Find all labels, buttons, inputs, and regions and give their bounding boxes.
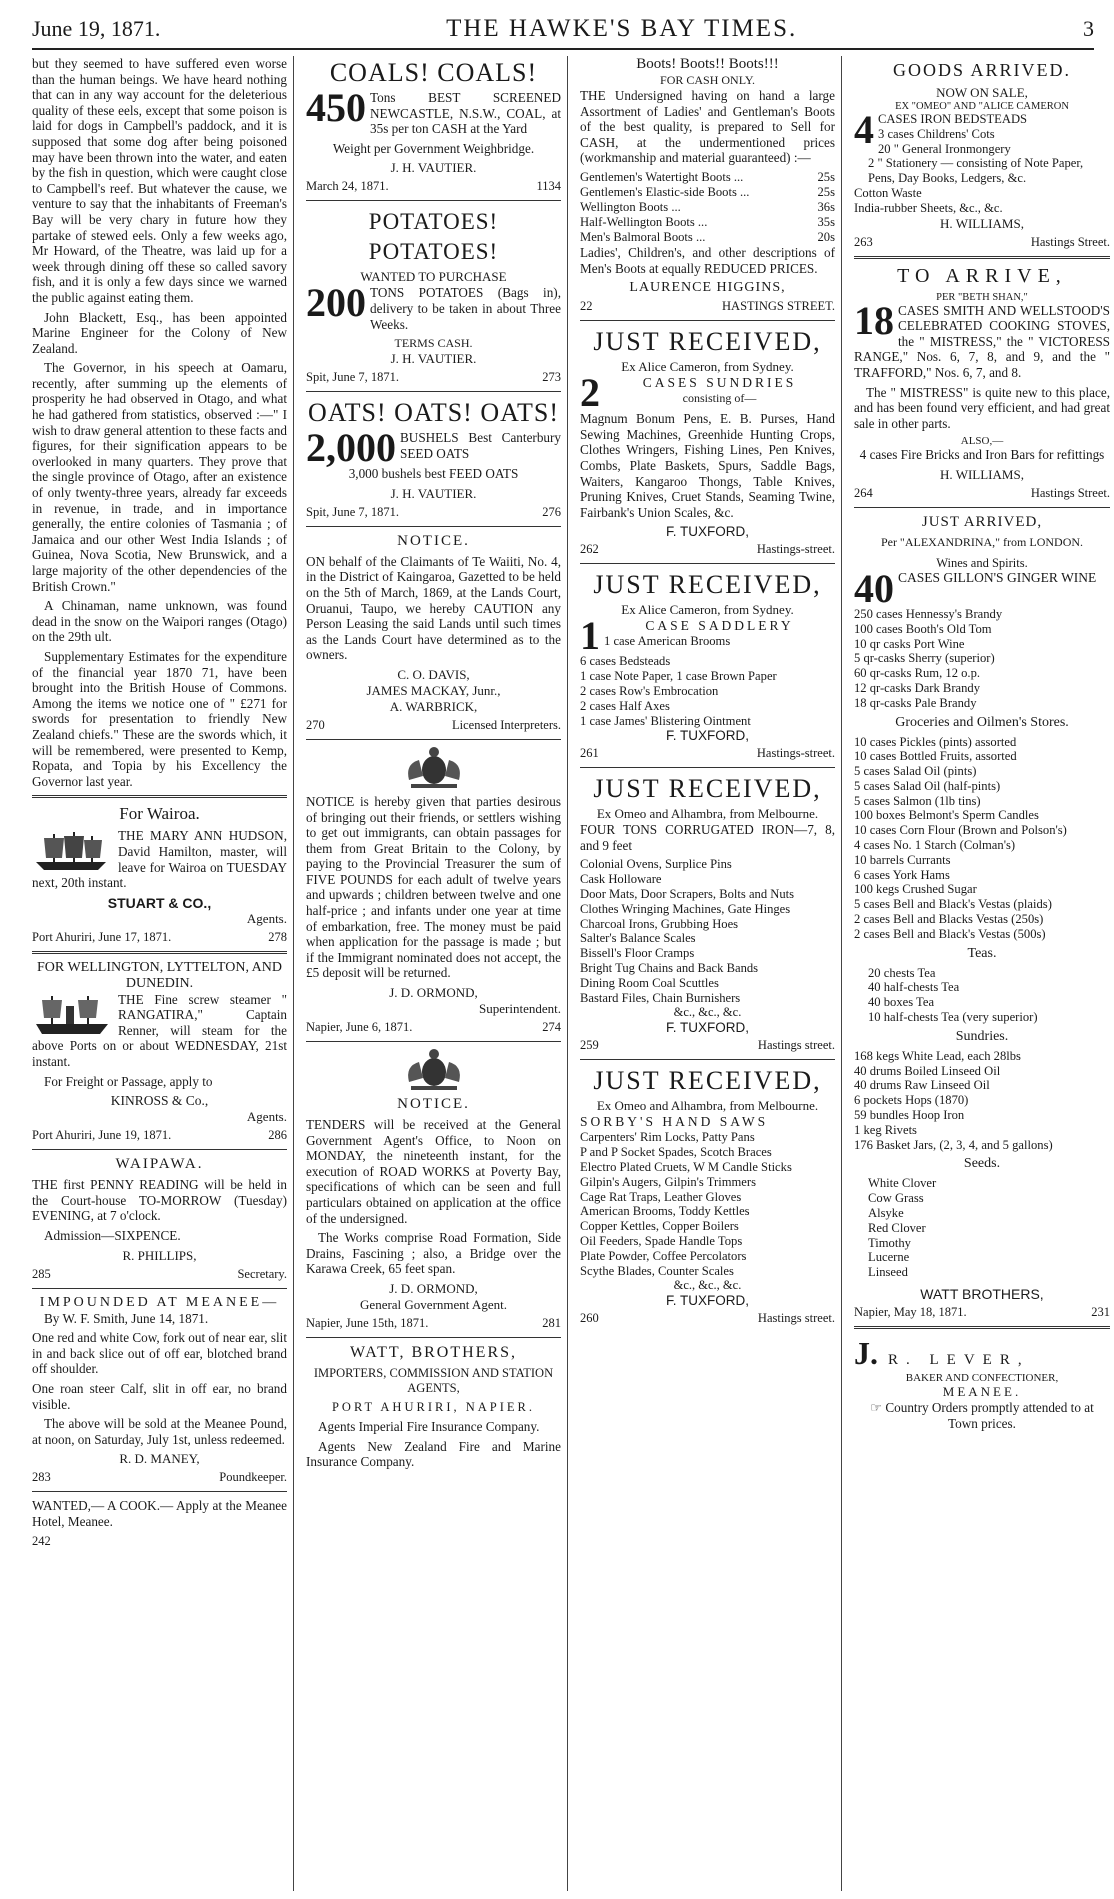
list-item: Cow Grass xyxy=(868,1191,924,1206)
ad-date: Napier, June 15th, 1871. xyxy=(306,1315,429,1330)
section-head: Wines and Spirits. xyxy=(936,555,1028,570)
signatory: F. TUXFORD, xyxy=(665,524,749,540)
ad-title: JUST RECEIVED, xyxy=(593,1066,822,1096)
page-number: 3 xyxy=(1082,16,1094,41)
divider xyxy=(854,256,1110,259)
works-text: The Works comprise Road Formation, Side Drains, Fascining ; also, a Bridge over the Karawa Creek, 65 feet span. xyxy=(306,1230,561,1277)
freight-text: For Freight or Passage, apply to xyxy=(44,1073,213,1089)
ad-place: PORT AHURIRI, NAPIER. xyxy=(331,1399,535,1414)
ad-text: THE Fine screw steamer " RANGATIRA," Captain Renner, will steam for the above Ports on or about WEDNESDAY, 21st instant. xyxy=(32,991,287,1070)
list-item: 5 cases Salmon (1lb tins) xyxy=(854,793,981,808)
ad-title: COALS! COALS! xyxy=(329,58,538,87)
mistress-text: The " MISTRESS" is quite new to this place, and has been found very efficient, and had great sale in other parts. xyxy=(854,384,1110,431)
ad-impounded xyxy=(32,1295,287,1486)
list-item: 20 " General Ironmongery xyxy=(878,141,1011,156)
ad-number: 274 xyxy=(542,1020,561,1035)
ad-number: 281 xyxy=(542,1315,561,1330)
list-item: 10 barrels Currants xyxy=(854,852,951,867)
ad-just-received-1 xyxy=(580,327,835,557)
bricks-text: 4 cases Fire Bricks and Iron Bars for refittings xyxy=(859,447,1105,463)
ad-from: Ex Alice Cameron, from Sydney. xyxy=(621,359,794,375)
list-item: 250 cases Hennessy's Brandy xyxy=(854,606,1003,621)
etc-text: &c., &c., &c. xyxy=(673,1278,742,1293)
price-row xyxy=(580,215,835,230)
ad-head: FOUR TONS CORRUGATED IRON—7, 8, and 9 feet xyxy=(580,822,835,853)
columns xyxy=(32,56,1110,1891)
ad-number: 270 xyxy=(306,717,325,732)
list-item: 60 qr-casks Rum, 12 o.p. xyxy=(854,666,981,681)
ad-number: 263 xyxy=(854,234,873,249)
price-row xyxy=(580,170,835,185)
ad-text: Tons BEST SCREENED NEWCASTLE, N.S.W., COAL, at 35s per ton CASH at the Yard xyxy=(370,90,561,137)
ad-street: Hastings street. xyxy=(757,1038,835,1053)
ad-title: POTATOES! POTATOES! xyxy=(368,209,499,265)
list-item: Colonial Ovens, Surplice Pins xyxy=(580,857,732,872)
impounded-item: One roan steer Calf, slit in off ear, no brand visible. xyxy=(32,1381,287,1412)
ad-text: TENDERS will be received at the General Government Agent's Office, to Noon on MONDAY, the nineteenth instant, for the execution of ROAD WORKS at Poverty Bay, specifications of which can be seen and full particulars obtained on application at the office of the undersigned. xyxy=(306,1117,561,1226)
ad-title: JUST RECEIVED, xyxy=(593,774,822,804)
list-item: White Clover xyxy=(868,1176,937,1191)
ad-number: 286 xyxy=(268,1128,287,1143)
signatory-role: General Government Agent. xyxy=(360,1296,507,1312)
list-item: Clothes Wringing Machines, Gate Hinges xyxy=(580,901,791,916)
item-price: 25s xyxy=(817,184,835,199)
divider xyxy=(580,1059,835,1060)
list-item: Bissell's Floor Cramps xyxy=(580,946,695,961)
terms-text: TERMS CASH. xyxy=(394,336,473,351)
list-item: 3 cases Childrens' Cots xyxy=(878,126,995,141)
wanted-line: WANTED TO PURCHASE xyxy=(360,269,507,285)
list-item: Timothy xyxy=(868,1235,911,1250)
ad-text: THE MARY ANN HUDSON, David Hamilton, master, will leave for Wairoa on TUESDAY next, 20th instant. xyxy=(32,828,287,891)
list-item: 1 case Note Paper, 1 case Brown Paper xyxy=(580,669,777,684)
ad-title: JUST ARRIVED, xyxy=(921,513,1043,530)
signatory: C. O. DAVIS, xyxy=(397,666,470,682)
quantity: 2,000 xyxy=(306,425,396,471)
ad-just-received-2 xyxy=(580,570,835,761)
ad-number: 260 xyxy=(580,1311,599,1326)
ad-number: 273 xyxy=(542,370,561,385)
item-price: 20s xyxy=(817,229,835,244)
ad-number: 262 xyxy=(580,542,599,557)
quantity: 450 xyxy=(306,85,366,130)
list-item: 12 qr-casks Dark Brandy xyxy=(854,680,980,695)
agent-role: Agents. xyxy=(246,1109,287,1125)
signatory: JAMES MACKAY, Junr., xyxy=(366,682,501,698)
signatory: J. H. VAUTIER. xyxy=(390,160,477,176)
ad-title: Boots! Boots!! Boots!!! xyxy=(636,56,779,72)
list-item: Cask Holloware xyxy=(580,872,662,887)
ad-head: CASES SUNDRIES xyxy=(642,375,797,391)
list-item: 2 cases Bell and Blacks Vestas (250s) xyxy=(854,912,1044,927)
ad-street: Hastings Street. xyxy=(1030,485,1110,500)
section-head: Sundries. xyxy=(955,1028,1009,1044)
royal-arms-icon xyxy=(399,746,469,790)
ad-title: FOR WELLINGTON, LYTTELTON, AND DUNEDIN. xyxy=(36,959,282,991)
divider xyxy=(306,391,561,392)
list-item: Oil Feeders, Spade Handle Tops xyxy=(580,1234,743,1249)
divider xyxy=(306,526,561,527)
quantity: 1 xyxy=(580,613,600,659)
list-item: 40 boxes Tea xyxy=(868,995,935,1010)
per-line: PER "BETH SHAN," xyxy=(936,291,1028,303)
cash-line: FOR CASH ONLY. xyxy=(660,73,755,87)
also-line: ALSO,— xyxy=(960,435,1004,448)
signatory-role: Superintendent. xyxy=(479,1001,561,1017)
ad-street: Hastings street. xyxy=(757,1311,835,1326)
divider xyxy=(32,1491,287,1492)
list-item: Alsyke xyxy=(868,1206,904,1221)
signatory: J. H. VAUTIER. xyxy=(390,485,477,501)
list-item: 2 cases Row's Embrocation xyxy=(580,683,719,698)
list-item: 40 drums Raw Linseed Oil xyxy=(854,1078,990,1093)
agent-name: STUART & CO., xyxy=(107,894,212,911)
ad-oats xyxy=(306,398,561,520)
list-item: Dining Room Coal Scuttles xyxy=(580,975,719,990)
ad-title: JUST RECEIVED, xyxy=(593,327,822,357)
ad-title: WAIPAWA. xyxy=(115,1156,204,1173)
section-head: Seeds. xyxy=(963,1156,1001,1172)
ad-date: Spit, June 7, 1871. xyxy=(306,370,400,385)
ad-text: THE first PENNY READING will be held in the Court-house TO-MORROW (Tuesday) EVENING, at 7 o'clock. xyxy=(32,1177,287,1224)
list-item: Door Mats, Door Scrapers, Bolts and Nuts xyxy=(580,887,795,902)
ad-text: NOTICE is hereby given that parties desirous of bringing out their friends, or settlers wishing to get out immigrants, can obtain passages for them from Great Britain to the Colony, by paying to the Provincial Treasurer the sum of FIVE POUNDS for each adult of twelve years and upwards ; children between twelve and one half-price ; and infants under one year at time of embarkation, free. The money must be paid when application for the passage is made ; but if the Immigrant nominated does not accept, the £5 deposit will be returned. xyxy=(306,793,561,981)
divider xyxy=(306,739,561,740)
ad-number: 261 xyxy=(580,746,599,761)
quantity: 40 xyxy=(854,565,894,611)
divider xyxy=(306,1041,561,1042)
divider xyxy=(580,563,835,564)
list-item: Cage Rat Traps, Leather Gloves xyxy=(580,1189,742,1204)
ad-street: Hastings-street. xyxy=(756,746,835,761)
pointing-hand-icon: ☞ xyxy=(870,1400,883,1415)
list-item: 2 " Stationery — consisting of Note Paper, Pens, Day Books, Ledgers, &c. xyxy=(868,156,1084,186)
ad-text: ON behalf of the Claimants of Te Waiiti, No. 4, in the District of Kaingaroa, Gazetted to be held on the 5th of March, 1869, at the Lands Court, Oruanui, Taupo, we hereby CAUTION any Person Leasing the said Lands until such times as the Lands Court have determined as to the owners. xyxy=(306,553,561,663)
ad-to-arrive xyxy=(854,265,1110,501)
list-item: Carpenters' Rim Locks, Patty Pans xyxy=(580,1130,755,1145)
price-row xyxy=(580,185,835,200)
ad-boots xyxy=(580,56,835,314)
section-head: Teas. xyxy=(967,945,997,961)
ad-text: BUSHELS Best Canterbury SEED OATS xyxy=(400,430,561,461)
ad-head: SORBY'S HAND SAWS xyxy=(580,1114,769,1130)
price-row xyxy=(580,200,835,215)
steamer-icon xyxy=(32,992,112,1036)
ad-from: Ex Alice Cameron, from Sydney. xyxy=(621,602,794,618)
ad-number: 259 xyxy=(580,1038,599,1053)
signatory: LAURENCE HIGGINS, xyxy=(629,280,786,296)
feed-text: 3,000 bushels best FEED OATS xyxy=(348,466,519,482)
ad-street: HASTINGS STREET. xyxy=(722,299,835,314)
lever-initial: J. xyxy=(854,1335,878,1371)
royal-arms-icon xyxy=(399,1048,469,1092)
impounded-item: One red and white Cow, fork out of near ear, slit in and back slice out of off ear, blotched brand off shoulder. xyxy=(32,1330,287,1377)
ad-watt-brothers xyxy=(306,1344,561,1470)
list-item: Copper Kettles, Copper Boilers xyxy=(580,1219,739,1234)
signatory: H. WILLIAMS, xyxy=(940,466,1024,482)
list-item: 5 qr-casks Sherry (superior) xyxy=(854,651,995,666)
signatory-role: Licensed Interpreters. xyxy=(452,717,561,732)
divider xyxy=(854,1326,1110,1329)
item-name: Men's Balmoral Boots ... xyxy=(580,229,706,244)
divider xyxy=(306,200,561,201)
ad-coals xyxy=(306,58,561,194)
ad-text: THE Undersigned having on hand a large Assortment of Ladies' and Gentleman's Boots of the best quality, is prepared to Sell for CASH, at the undermentioned prices (workmanship and material guaranteed) :— xyxy=(580,88,835,166)
wanted-text: WANTED,— A COOK.— Apply at the Meanee Hotel, Meanee. xyxy=(32,1498,287,1529)
ad-subtitle: IMPORTERS, COMMISSION AND STATION AGENTS, xyxy=(313,1365,554,1395)
ad-date: March 24, 1871. xyxy=(306,179,389,194)
column-2 xyxy=(306,56,568,1891)
ad-date: Port Ahuriri, June 19, 1871. xyxy=(32,1128,172,1143)
list-item: 4 cases No. 1 Starch (Colman's) xyxy=(854,838,1016,853)
list-item: 6 cases Bedsteads xyxy=(580,654,671,669)
agent-name: KINROSS & Co., xyxy=(110,1093,209,1109)
list-item: 18 qr-casks Pale Brandy xyxy=(854,695,977,710)
per-line: Per "ALEXANDRINA," from LONDON. xyxy=(880,534,1084,549)
list-item: Electro Plated Cruets, W M Candle Sticks xyxy=(580,1160,792,1175)
list-item: 1 case James' Blistering Ointment xyxy=(580,713,751,728)
ad-street: Hastings Street. xyxy=(1030,234,1110,249)
list-item: 100 cases Booth's Old Tom xyxy=(854,621,992,636)
signatory: J. D. ORMOND, xyxy=(389,1280,478,1296)
quantity: 200 xyxy=(306,280,366,326)
list-item: 2 cases Bell and Black's Vestas (500s) xyxy=(854,926,1046,941)
ad-number: 22 xyxy=(580,299,593,314)
item-name: Gentlemen's Elastic-side Boots ... xyxy=(580,184,750,199)
divider xyxy=(32,1149,287,1150)
list-item: Gilpin's Augers, Gilpin's Trimmers xyxy=(580,1174,756,1189)
ad-title: OATS! OATS! OATS! xyxy=(307,398,559,428)
ad-lever xyxy=(854,1335,1110,1431)
signatory: H. WILLIAMS, xyxy=(940,215,1024,231)
list-item: 176 Basket Jars, (2, 3, 4, and 5 gallons) xyxy=(854,1137,1053,1152)
etc-text: &c., &c., &c. xyxy=(673,1005,742,1020)
ad-from: Ex Omeo and Alhambra, from Melbourne. xyxy=(596,1098,819,1114)
ad-title: WATT, BROTHERS, xyxy=(349,1343,518,1361)
list-item: India-rubber Sheets, &c., &c. xyxy=(854,200,1003,215)
list-item: Charcoal Irons, Grubbing Hoes xyxy=(580,916,739,931)
ad-title: GOODS ARRIVED. xyxy=(892,60,1071,80)
ad-just-received-4 xyxy=(580,1066,835,1326)
list-item: 6 pockets Hops (1870) xyxy=(854,1093,969,1108)
news-paragraph: A Chinaman, name unknown, was found dead in the snow on the Waipori ranges (Otago) on the 29th ult. xyxy=(32,598,287,645)
ad-just-received-3 xyxy=(580,774,835,1053)
ad-date: Spit, June 7, 1871. xyxy=(306,504,400,519)
agents-text: Agents New Zealand Fire and Marine Insurance Company. xyxy=(306,1438,561,1470)
ad-title: NOTICE. xyxy=(397,532,470,549)
ad-potatoes xyxy=(306,207,561,385)
signatory: R. LEVER, xyxy=(888,1352,1030,1368)
ad-number: 1134 xyxy=(536,179,561,194)
ad-title: NOTICE. xyxy=(397,1096,470,1113)
list-item: 1 keg Rivets xyxy=(854,1122,917,1137)
trade-line: BAKER AND CONFECTIONER, xyxy=(905,1372,1059,1384)
ad-head: CASES GILLON'S GINGER WINE xyxy=(898,569,1097,585)
list-item: Linseed xyxy=(868,1265,908,1280)
signatory: J. D. ORMOND, xyxy=(389,985,478,1001)
list-item: 100 boxes Belmont's Sperm Candles xyxy=(854,808,1039,823)
signatory: F. TUXFORD, xyxy=(665,728,749,744)
ad-text: CASES SMITH AND WELLSTOOD'S CELEBRATED COOKING STOVES, the " MISTRESS," the " VICTORESS RANGE," Nos. 6, 7, 8, and 9, and the " TRAFFORD," Nos. 6, 7, and 8. xyxy=(854,302,1110,380)
agent-role: Agents. xyxy=(246,910,287,926)
quantity: 4 xyxy=(854,107,874,152)
signatory: J. H. VAUTIER. xyxy=(390,351,477,367)
signatory: F. TUXFORD, xyxy=(665,1293,749,1309)
ad-notice-tenders xyxy=(306,1048,561,1331)
divider xyxy=(32,1288,287,1289)
sale-text: The above will be sold at the Meanee Pound, at noon, on Saturday, July 1st, unless redeemed. xyxy=(32,1416,287,1447)
list-item: Red Clover xyxy=(868,1220,926,1235)
list-item: Bastard Files, Chain Burnishers xyxy=(580,990,741,1005)
news-paragraph: The Governor, in his speech at Oamaru, recently, after summing up the elements of prosperity he had observed in Otago, and what he had gathered from statistics, observed :—" I wish to draw general attention to these facts and figures, for their signification appears to be overlooked in many quarters. They prove that the single province of Otago, after an existence of only twenty-three years, already far exceeds in revenue, in trade, and in importance generally, the entire colonies of Tasmania ; of Jamaica and our other West India Islands ; of Guinea, Nova Scotia, New Brunswick, and a large majority of the other dependencies of the British Crown." xyxy=(32,360,287,594)
list-item: Lucerne xyxy=(868,1250,910,1265)
consisting-text: consisting of— xyxy=(682,391,757,406)
ad-head: CASE SADDLERY xyxy=(645,618,794,634)
signatory-role: Poundkeeper. xyxy=(219,1470,287,1485)
list-item: 5 cases Salad Oil (half-pints) xyxy=(854,778,1001,793)
list-item: 5 cases Salad Oil (pints) xyxy=(854,764,977,779)
weight-text: Weight per Government Weighbridge. xyxy=(332,140,535,156)
ad-goods-arrived xyxy=(854,60,1110,250)
news-paragraph: Supplementary Estimates for the expenditure of the financial year 1870 71, have been brought into the British House of Commons. Among the items we notice one of " £271 for swords for presentation to friendly New Zealand chiefs." These are the swords which, it will be remembered, were presented to Kemp, Ropata, and Topia by his Excellency the Governor last year. xyxy=(32,648,287,789)
list-item: 10 cases Bottled Fruits, assorted xyxy=(854,749,1017,764)
list-item: 40 drums Boiled Linseed Oil xyxy=(854,1063,1001,1078)
ad-number: 278 xyxy=(268,929,287,944)
quantity: 2 xyxy=(580,370,600,416)
ad-title: JUST RECEIVED, xyxy=(593,570,822,600)
ad-just-arrived xyxy=(854,514,1110,1320)
ad-number: 283 xyxy=(32,1470,51,1485)
ad-wairoa xyxy=(32,804,287,944)
list-item: 6 cases York Hams xyxy=(854,867,950,882)
issue-date: June 19, 1871. xyxy=(32,16,161,41)
item-name: Wellington Boots ... xyxy=(580,199,681,214)
ad-title: For Wairoa. xyxy=(119,804,200,824)
list-item: Bright Tug Chains and Back Bands xyxy=(580,961,759,976)
item-price: 36s xyxy=(817,199,835,214)
item-name: Half-Wellington Boots ... xyxy=(580,214,708,229)
signatory: A. WARBRICK, xyxy=(389,698,478,714)
ad-number: 276 xyxy=(542,504,561,519)
admission-text: Admission—SIXPENCE. xyxy=(44,1228,181,1244)
sale-line: NOW ON SALE, xyxy=(936,85,1028,100)
orders-text xyxy=(854,1400,1110,1431)
list-item: 1 case American Brooms xyxy=(604,634,731,649)
list-item: Scythe Blades, Counter Scales xyxy=(580,1263,734,1278)
list-item: P and P Socket Spades, Scotch Braces xyxy=(580,1145,772,1160)
price-row xyxy=(580,230,835,245)
ad-street: Hastings-street. xyxy=(756,542,835,557)
ad-date: Napier, June 6, 1871. xyxy=(306,1020,413,1035)
signatory-role: Secretary. xyxy=(237,1266,287,1281)
divider xyxy=(32,951,287,954)
ad-text: TONS POTATOES (Bags in), delivery to be taken in about Three Weeks. xyxy=(370,285,561,332)
ad-number: 231 xyxy=(1091,1305,1110,1319)
signatory: R. PHILLIPS, xyxy=(122,1247,197,1263)
ladies-text: Ladies', Children's, and other descriptions of Men's Boots at equally REDUCED PRICES. xyxy=(580,244,835,276)
news-paragraph: John Blackett, Esq., has been appointed Marine Engineer for the Colony of New Zealand. xyxy=(32,309,287,356)
divider xyxy=(580,320,835,321)
item-price: 25s xyxy=(817,169,835,184)
signatory: R. D. MANEY, xyxy=(119,1451,200,1467)
ad-title: IMPOUNDED AT MEANEE— xyxy=(39,1294,280,1310)
ex-line: EX "OMEO" AND "ALICE CAMERON xyxy=(895,101,1069,112)
ad-waipawa xyxy=(32,1156,287,1281)
divider xyxy=(32,795,287,798)
column-1 xyxy=(32,56,294,1891)
ad-date: Port Ahuriri, June 17, 1871. xyxy=(32,929,172,944)
ad-from: Ex Omeo and Alhambra, from Melbourne. xyxy=(596,806,819,822)
ad-number: 285 xyxy=(32,1266,51,1281)
list-item: 100 kegs Crushed Sugar xyxy=(854,882,977,897)
list-item: Salter's Balance Scales xyxy=(580,931,696,946)
list-item: 10 cases Pickles (pints) assorted xyxy=(854,734,1017,749)
column-3 xyxy=(580,56,842,1891)
impounded-by: By W. F. Smith, June 14, 1871. xyxy=(44,1310,209,1326)
list-item: American Brooms, Toddy Kettles xyxy=(580,1204,750,1219)
list-item: 20 chests Tea xyxy=(868,965,936,980)
list-item: 10 half-chests Tea (very superior) xyxy=(868,1010,1038,1025)
orders-label: Country Orders promptly attended to at Town prices. xyxy=(885,1400,1094,1431)
item-price: 35s xyxy=(817,214,835,229)
ad-number: 264 xyxy=(854,485,873,500)
ad-notice-immigrants xyxy=(306,746,561,1035)
list-item: Cotton Waste xyxy=(854,185,922,200)
ad-notice-claimants xyxy=(306,533,561,733)
section-head: Groceries and Oilmen's Stores. xyxy=(895,714,1069,730)
divider xyxy=(854,507,1110,508)
masthead xyxy=(32,10,1094,50)
ad-text: Magnum Bonum Pens, E. B. Purses, Hand Sewing Machines, Greenhide Hunting Crops, Clothes Wringers, Fishing Lines, Pen Knives, Combs, Plate Baskets, Spurs, Saddle Bags, Waiters, Kangaroo Thongs, Table Knives, Pruning Knives, Cruet Stands, Seaming Twine, Fairbank's Union Scales, &c. xyxy=(580,411,835,520)
column-4 xyxy=(854,56,1114,1891)
ad-head: CASES IRON BEDSTEADS xyxy=(878,112,1028,126)
ad-title: TO ARRIVE, xyxy=(897,264,1067,287)
signatory: WATT BROTHERS, xyxy=(920,1286,1044,1302)
signatory: F. TUXFORD, xyxy=(665,1020,749,1036)
list-item: 40 half-chests Tea xyxy=(868,980,960,995)
news-paragraph: but they seemed to have suffered even worse than the human beings. We have heard nothing that can in any way account for the deleterious quality of these eels, except that some poison is laid for dogs in Campbell's paddock, and it is supposed that some dog after being poisoned may have been thrown into the water, and eaten by the fish in question, which were caught close to Campbell's reef. But whatever the cause, we venture to say that the inhabitants of Freeman's Bay will be very chary in future how they partake of stewed eels. Only a few weeks ago, Mr Howard, of the Theatre, was laid up for a week through dining off these so called savory fish, and it is only a few days since we warned the public against eating them. xyxy=(32,56,287,305)
list-item: Plate Powder, Coffee Percolators xyxy=(580,1248,747,1263)
ad-wellington xyxy=(32,960,287,1144)
place-line: MEANEE. xyxy=(942,1384,1022,1399)
ship-icon xyxy=(32,828,112,872)
divider xyxy=(580,767,835,768)
ad-number: 242 xyxy=(32,1533,51,1548)
list-item: 10 cases Corn Flour (Brown and Polson's) xyxy=(854,823,1067,838)
agents-text: Agents Imperial Fire Insurance Company. xyxy=(318,1418,540,1434)
list-item: 10 qr casks Port Wine xyxy=(854,636,965,651)
newspaper-title: THE HAWKE'S BAY TIMES. xyxy=(446,15,798,42)
list-item: 2 cases Half Axes xyxy=(580,698,670,713)
list-item: 168 kegs White Lead, each 28lbs xyxy=(854,1048,1021,1063)
list-item: 5 cases Bell and Black's Vestas (plaids) xyxy=(854,897,1052,912)
list-item: 59 bundles Hoop Iron xyxy=(854,1108,965,1123)
quantity: 18 xyxy=(854,297,894,343)
item-name: Gentlemen's Watertight Boots ... xyxy=(580,169,744,184)
divider xyxy=(306,1337,561,1338)
ad-date: Napier, May 18, 1871. xyxy=(854,1305,967,1319)
